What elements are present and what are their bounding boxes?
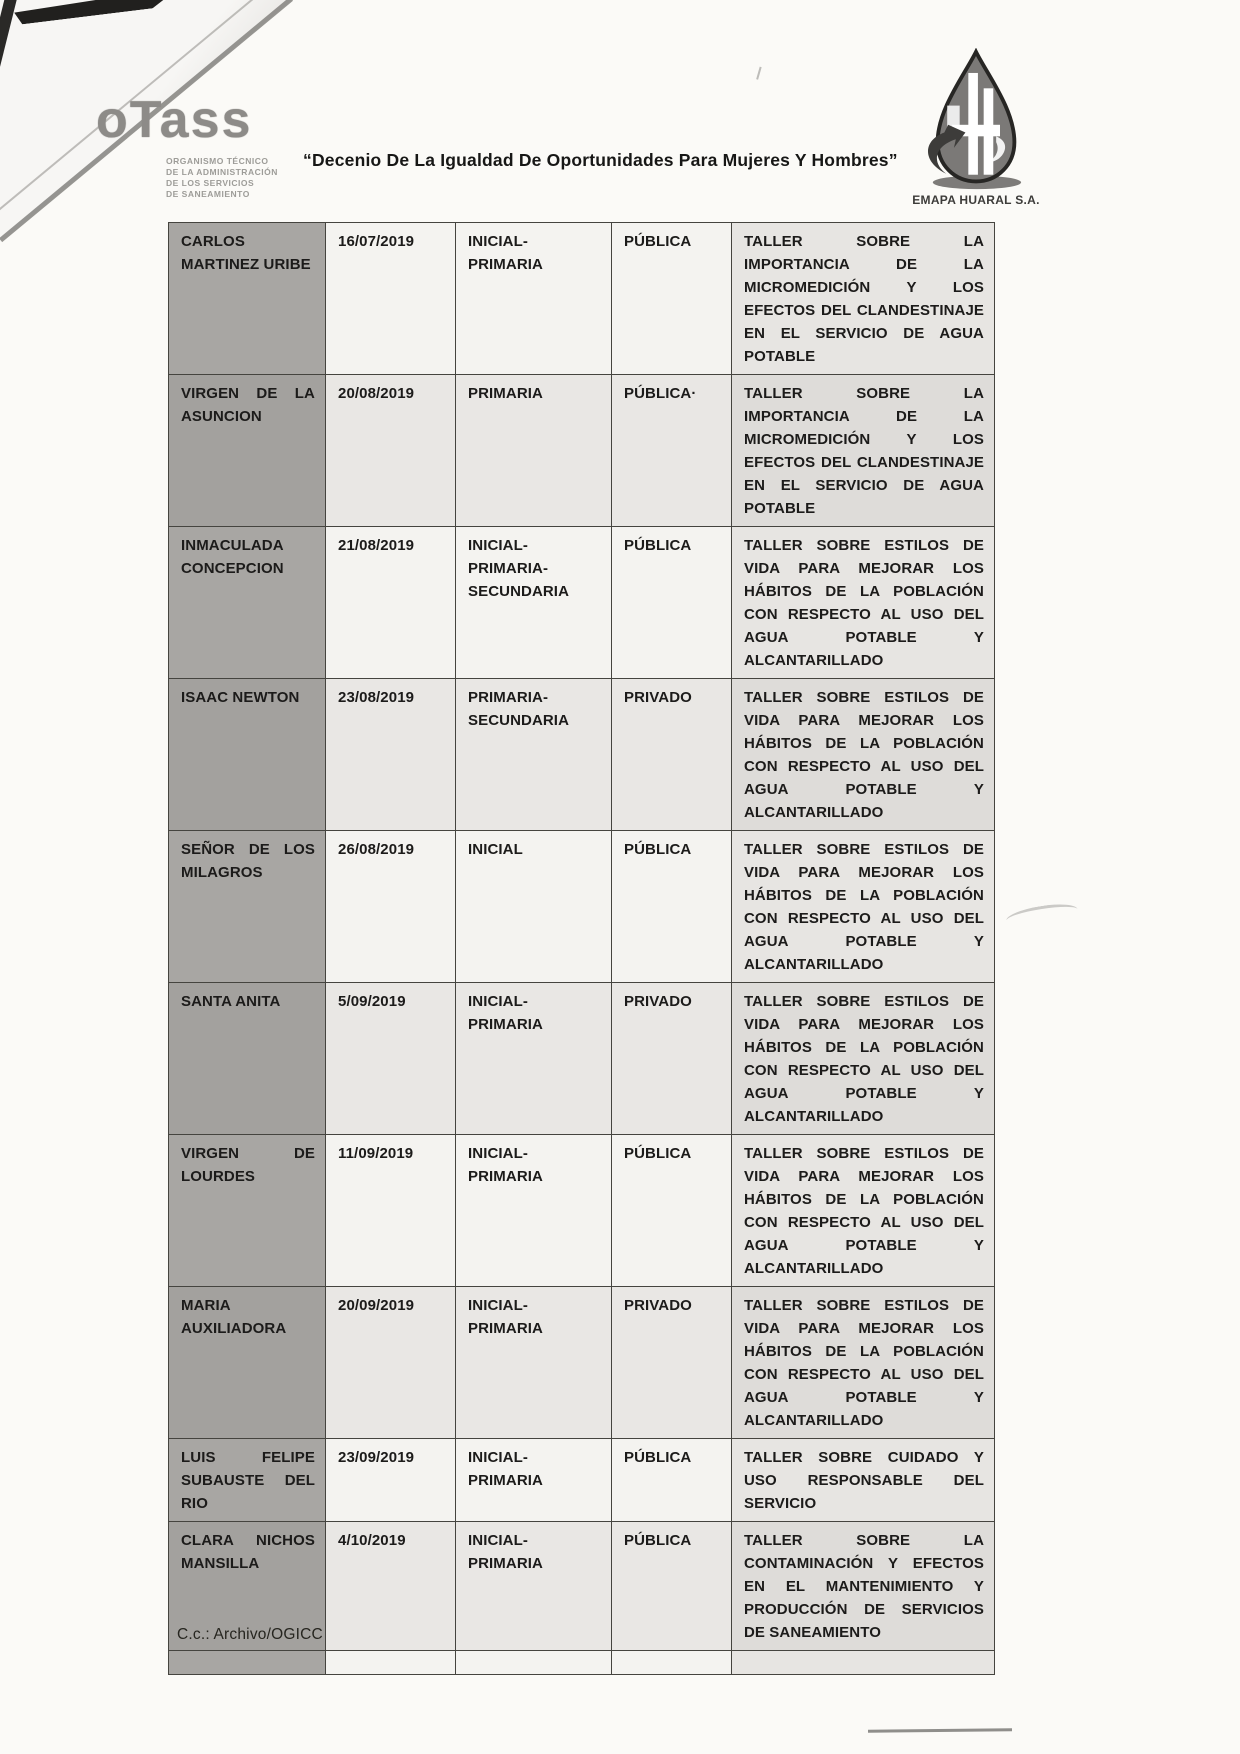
school-name-cell: INMACULADA CONCEPCION bbox=[169, 527, 326, 679]
school-name-cell: MARIA AUXILIADORA bbox=[169, 1287, 326, 1439]
date-cell: 4/10/2019 bbox=[326, 1522, 456, 1651]
school-type-cell: PÚBLICA· bbox=[612, 375, 732, 527]
education-level-cell: INICIAL-PRIMARIA bbox=[456, 1522, 612, 1651]
date-cell: 11/09/2019 bbox=[326, 1135, 456, 1287]
activity-cell: TALLER SOBRE CUIDADO Y USO RESPONSABLE DEL SERVICIO bbox=[732, 1439, 995, 1522]
date-cell: 5/09/2019 bbox=[326, 983, 456, 1135]
activity-cell: TALLER SOBRE ESTILOS DE VIDA PARA MEJORAR LOS HÁBITOS DE LA POBLACIÓN CON RESPECTO AL USO DEL AGUA POTABLE Y ALCANTARILLADO bbox=[732, 527, 995, 679]
workshop-schedule-table bbox=[168, 222, 995, 1675]
table-row bbox=[169, 1287, 995, 1439]
otass-tagline-line: DE LA ADMINISTRACIÓN bbox=[166, 167, 278, 177]
education-level-cell: INICIAL-PRIMARIA bbox=[456, 1287, 612, 1439]
decenio-quote-heading: “Decenio De La Igualdad De Oportunidades Para Mujeres Y Hombres” bbox=[303, 150, 898, 170]
date-cell bbox=[326, 1651, 456, 1675]
activity-cell: TALLER SOBRE ESTILOS DE VIDA PARA MEJORAR LOS HÁBITOS DE LA POBLACIÓN CON RESPECTO AL USO DEL AGUA POTABLE Y ALCANTARILLADO bbox=[732, 679, 995, 831]
school-name-cell bbox=[169, 1651, 326, 1675]
school-name-cell: VIRGEN DE LOURDES bbox=[169, 1135, 326, 1287]
table-row bbox=[169, 1439, 995, 1522]
education-level-cell: INICIAL-PRIMARIA bbox=[456, 983, 612, 1135]
education-level-cell: PRIMARIA-SECUNDARIA bbox=[456, 679, 612, 831]
otass-tagline bbox=[166, 156, 278, 200]
school-type-cell: PRIVADO bbox=[612, 983, 732, 1135]
activity-cell: TALLER SOBRE ESTILOS DE VIDA PARA MEJORAR LOS HÁBITOS DE LA POBLACIÓN CON RESPECTO AL USO DEL AGUA POTABLE Y ALCANTARILLADO bbox=[732, 831, 995, 983]
school-type-cell: PÚBLICA bbox=[612, 1522, 732, 1651]
otass-tagline-line: ORGANISMO TÉCNICO bbox=[166, 156, 269, 166]
education-level-cell: INICIAL-PRIMARIA-SECUNDARIA bbox=[456, 527, 612, 679]
table-row bbox=[169, 375, 995, 527]
education-level-cell bbox=[456, 1651, 612, 1675]
schedule-table-body bbox=[169, 223, 995, 1675]
school-type-cell: PRIVADO bbox=[612, 1287, 732, 1439]
education-level-cell: INICIAL bbox=[456, 831, 612, 983]
date-cell: 21/08/2019 bbox=[326, 527, 456, 679]
emapa-huaral-logo bbox=[898, 48, 1054, 207]
water-drop-icon bbox=[913, 48, 1039, 192]
table-row bbox=[169, 831, 995, 983]
activity-cell: TALLER SOBRE ESTILOS DE VIDA PARA MEJORAR LOS HÁBITOS DE LA POBLACIÓN CON RESPECTO AL USO DEL AGUA POTABLE Y ALCANTARILLADO bbox=[732, 1287, 995, 1439]
education-level-cell: INICIAL-PRIMARIA bbox=[456, 223, 612, 375]
education-level-cell: INICIAL-PRIMARIA bbox=[456, 1135, 612, 1287]
school-type-cell: PÚBLICA bbox=[612, 527, 732, 679]
date-cell: 20/08/2019 bbox=[326, 375, 456, 527]
activity-cell: TALLER SOBRE ESTILOS DE VIDA PARA MEJORAR LOS HÁBITOS DE LA POBLACIÓN CON RESPECTO AL USO DEL AGUA POTABLE Y ALCANTARILLADO bbox=[732, 983, 995, 1135]
scan-bottom-line-artifact bbox=[868, 1728, 1012, 1733]
table-row bbox=[169, 983, 995, 1135]
school-name-cell: SANTA ANITA bbox=[169, 983, 326, 1135]
date-cell: 26/08/2019 bbox=[326, 831, 456, 983]
school-name-cell: CARLOS MARTINEZ URIBE bbox=[169, 223, 326, 375]
date-cell: 20/09/2019 bbox=[326, 1287, 456, 1439]
table-row bbox=[169, 679, 995, 831]
table-row bbox=[169, 223, 995, 375]
emapa-logo-label: EMAPA HUARAL S.A. bbox=[912, 193, 1040, 207]
education-level-cell: PRIMARIA bbox=[456, 375, 612, 527]
school-type-cell: PRIVADO bbox=[612, 679, 732, 831]
table-row bbox=[169, 527, 995, 679]
school-name-cell: CLARA NICHOS MANSILLA bbox=[169, 1522, 326, 1651]
school-type-cell bbox=[612, 1651, 732, 1675]
activity-cell: TALLER SOBRE LA IMPORTANCIA DE LA MICROMEDICIÓN Y LOS EFECTOS DEL CLANDESTINAJE EN EL SERVICIO DE AGUA POTABLE bbox=[732, 375, 995, 527]
otass-tagline-line: DE LOS SERVICIOS bbox=[166, 178, 255, 188]
otass-logo: oTass bbox=[96, 91, 253, 149]
scan-smudge-artifact bbox=[751, 65, 761, 79]
activity-cell: TALLER SOBRE LA CONTAMINACIÓN Y EFECTOS EN EL MANTENIMIENTO Y PRODUCCIÓN DE SERVICIOS DE SANEAMIENTO bbox=[732, 1522, 995, 1651]
school-type-cell: PÚBLICA bbox=[612, 1439, 732, 1522]
school-type-cell: PÚBLICA bbox=[612, 831, 732, 983]
school-type-cell: PÚBLICA bbox=[612, 223, 732, 375]
table-row bbox=[169, 1135, 995, 1287]
school-name-cell: LUIS FELIPE SUBAUSTE DEL RIO bbox=[169, 1439, 326, 1522]
scan-squiggle-artifact bbox=[1005, 900, 1079, 929]
education-level-cell: INICIAL-PRIMARIA bbox=[456, 1439, 612, 1522]
school-type-cell: PÚBLICA bbox=[612, 1135, 732, 1287]
cc-archive-note: C.c.: Archivo/OGICC bbox=[177, 1626, 323, 1643]
school-name-cell: VIRGEN DE LA ASUNCION bbox=[169, 375, 326, 527]
activity-cell: TALLER SOBRE LA IMPORTANCIA DE LA MICROMEDICIÓN Y LOS EFECTOS DEL CLANDESTINAJE EN EL SERVICIO DE AGUA POTABLE bbox=[732, 223, 995, 375]
date-cell: 23/08/2019 bbox=[326, 679, 456, 831]
date-cell: 16/07/2019 bbox=[326, 223, 456, 375]
activity-cell bbox=[732, 1651, 995, 1675]
table-row bbox=[169, 1651, 995, 1675]
school-name-cell: SEÑOR DE LOS MILAGROS bbox=[169, 831, 326, 983]
school-name-cell: ISAAC NEWTON bbox=[169, 679, 326, 831]
activity-cell: TALLER SOBRE ESTILOS DE VIDA PARA MEJORAR LOS HÁBITOS DE LA POBLACIÓN CON RESPECTO AL USO DEL AGUA POTABLE Y ALCANTARILLADO bbox=[732, 1135, 995, 1287]
date-cell: 23/09/2019 bbox=[326, 1439, 456, 1522]
otass-tagline-line: DE SANEAMIENTO bbox=[166, 189, 250, 199]
